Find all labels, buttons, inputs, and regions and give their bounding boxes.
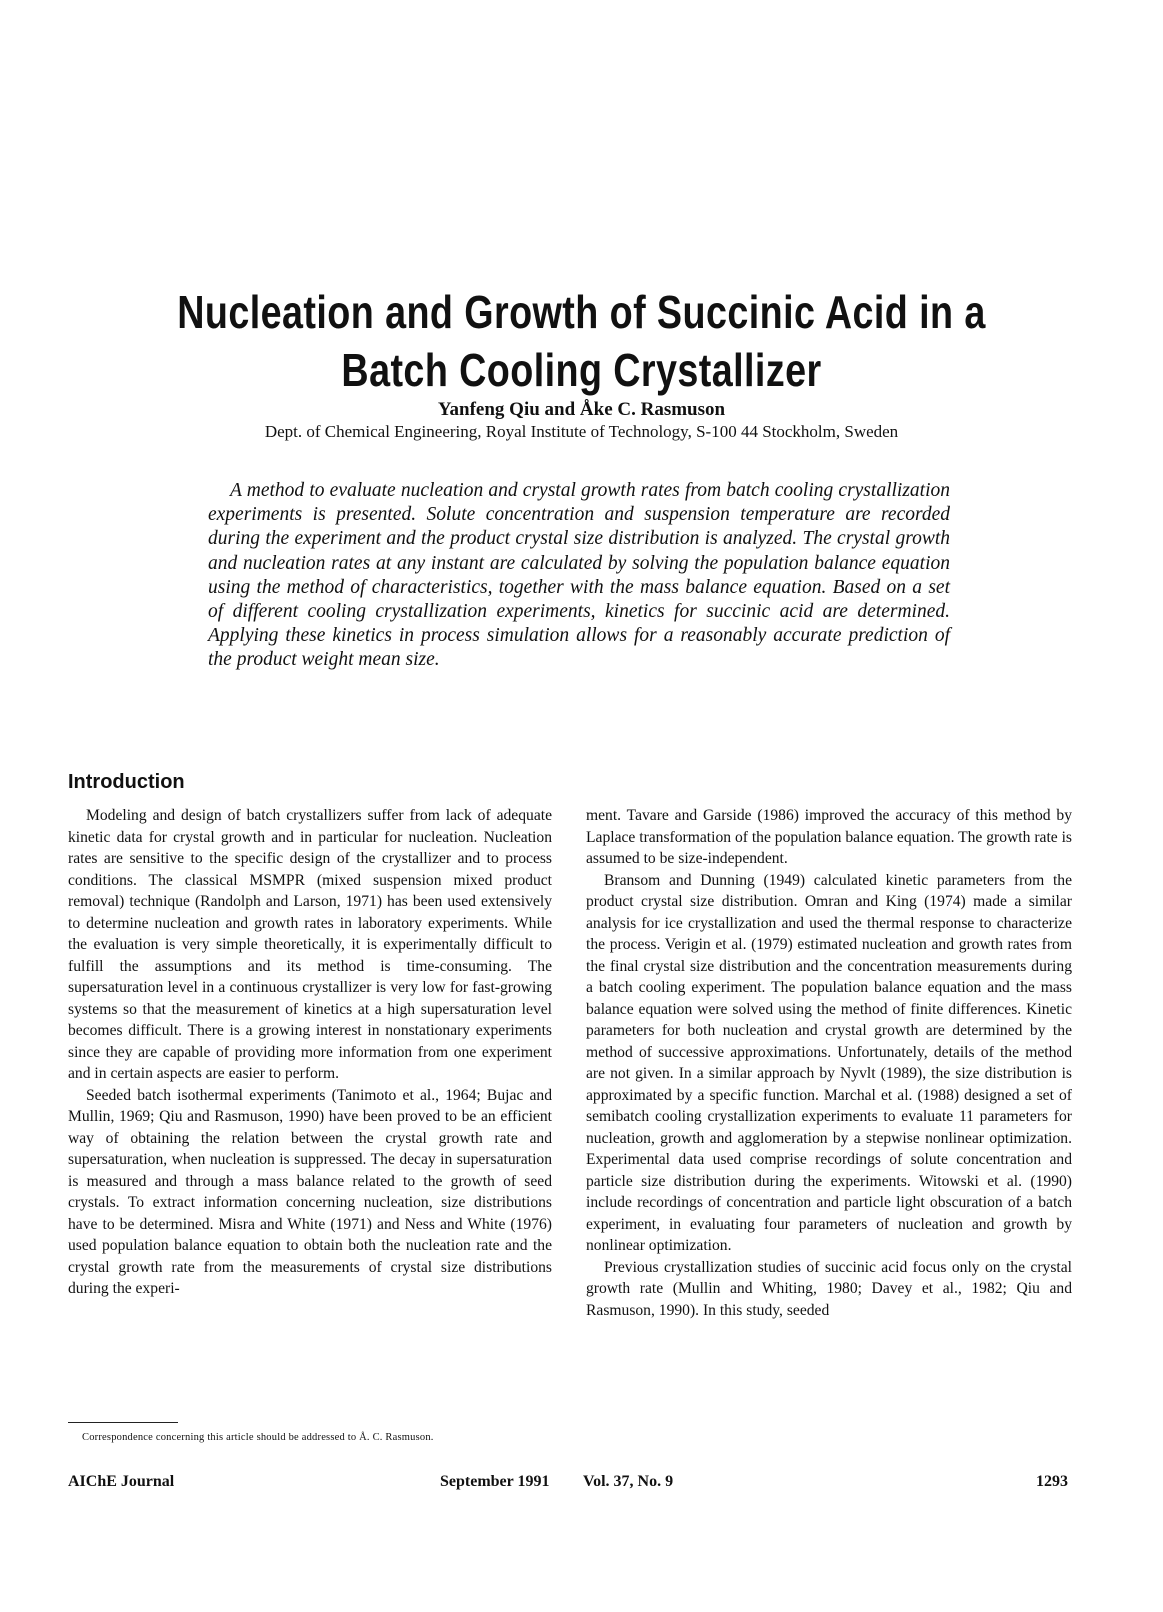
article-title — [154, 283, 1009, 399]
correspondence-footnote: Correspondence concerning this article should be addressed to Å. C. Rasmuson. — [82, 1432, 434, 1443]
footer-journal: AIChE Journal — [68, 1473, 175, 1490]
affiliation: Dept. of Chemical Engineering, Royal Institute of Technology, S-100 44 Stockholm, Sweden — [264, 422, 899, 441]
footer-date: September 1991 — [440, 1473, 550, 1490]
footnote-divider — [68, 1422, 178, 1423]
title-line-2: Batch Cooling Crystallizer — [341, 343, 822, 396]
authors: Yanfeng Qiu and Åke C. Rasmuson — [437, 399, 726, 420]
paragraph: ment. Tavare and Garside (1986) improved the accuracy of this method by Laplace transformation of the population balance equation. The growth rate is assumed to be size-independent. — [586, 807, 1072, 867]
paragraph: Bransom and Dunning (1949) calculated kinetic parameters from the product crystal size distribution. Omran and King (1974) made a similar analysis for ice crystallization and used the thermal response to characterize the process. Verigin et al. (1979) estimated nucleation and growth rates from the final crystal size distribution and the concentration measurements during a batch cooling experiment. The population balance equation and the mass balance equation were solved using the method of finite differences. Kinetic parameters for both nucleation and crystal growth are determined by the method of successive approximations. Unfortunately, details of the method are not given. In a similar approach by Nyvlt (1989), the size distribution is approximated by a specific function. Marchal et al. (1988) designed a set of semibatch cooling crystallization experiments to evaluate 11 parameters for nucleation, growth and agglomeration by a stepwise nonlinear optimization. Experimental data used comprise recordings of solute concentration and particle size distribution during the experiments. Witowski et al. (1990) include recordings of concentration and particle light obscuration of a batch experiment, in evaluating four parameters of nucleation and growth by nonlinear optimization. — [586, 871, 1072, 1254]
paragraph: Seeded batch isothermal experiments (Tanimoto et al., 1964; Bujac and Mullin, 1969; Qiu and Rasmuson, 1990) have been proved to be an efficient way of obtaining the relation between the crystal growth rate and supersaturation, when nucleation is suppressed. The decay in supersaturation is measured and through a mass balance related to the growth of seed crystals. To extract information concerning nucleation, size distributions have to be determined. Misra and White (1971) and Ness and White (1976) used population balance equation to obtain both the nucleation rate and the crystal growth rate from the measurements of crystal size distributions during the experi- — [68, 1086, 552, 1297]
right-column — [586, 805, 1072, 1321]
abstract: A method to evaluate nucleation and crystal growth rates from batch cooling crystallization experiments is presented. Solute concentration and suspension temperature are recorded during the experiment and the product crystal size distribution is analyzed. The crystal growth and nucleation rates at any instant are calculated by solving the population balance equation using the method of characteristics, together with the mass balance equation. Based on a set of different cooling crystallization experiments, kinetics for succinic acid are determined. Applying these kinetics in process simulation allows for a reasonably accurate prediction of the product weight mean size. — [208, 480, 950, 671]
section-heading-introduction: Introduction — [68, 771, 185, 793]
title-line-1: Nucleation and Growth of Succinic Acid in a — [177, 285, 986, 338]
paragraph: Previous crystallization studies of succinic acid focus only on the crystal growth rate (Mullin and Whiting, 1980; Davey et al., 1982; Qiu and Rasmuson, 1990). In this study, seeded — [586, 1258, 1072, 1319]
footer-page-number: 1293 — [1036, 1473, 1068, 1490]
left-column — [68, 805, 552, 1300]
footer-volume: Vol. 37, No. 9 — [583, 1473, 674, 1490]
paragraph: Modeling and design of batch crystallizers suffer from lack of adequate kinetic data for crystal growth and in particular for nucleation. Nucleation rates are sensitive to the specific design of the crystallizer and to process conditions. The classical MSMPR (mixed suspension mixed product removal) technique (Randolph and Larson, 1971) has been used extensively to determine nucleation and growth rates in laboratory experiments. While the evaluation is very simple theoretically, it is experimentally difficult to fulfill the assumptions and its method is time-consuming. The supersaturation level in a continuous crystallizer is very low for fast-growing systems so that the measurement of kinetics at a high supersaturation level becomes difficult. There is a growing interest in nonstationary experiments since they are capable of providing more information from one experiment and in certain aspects are easier to perform. — [68, 807, 552, 1082]
